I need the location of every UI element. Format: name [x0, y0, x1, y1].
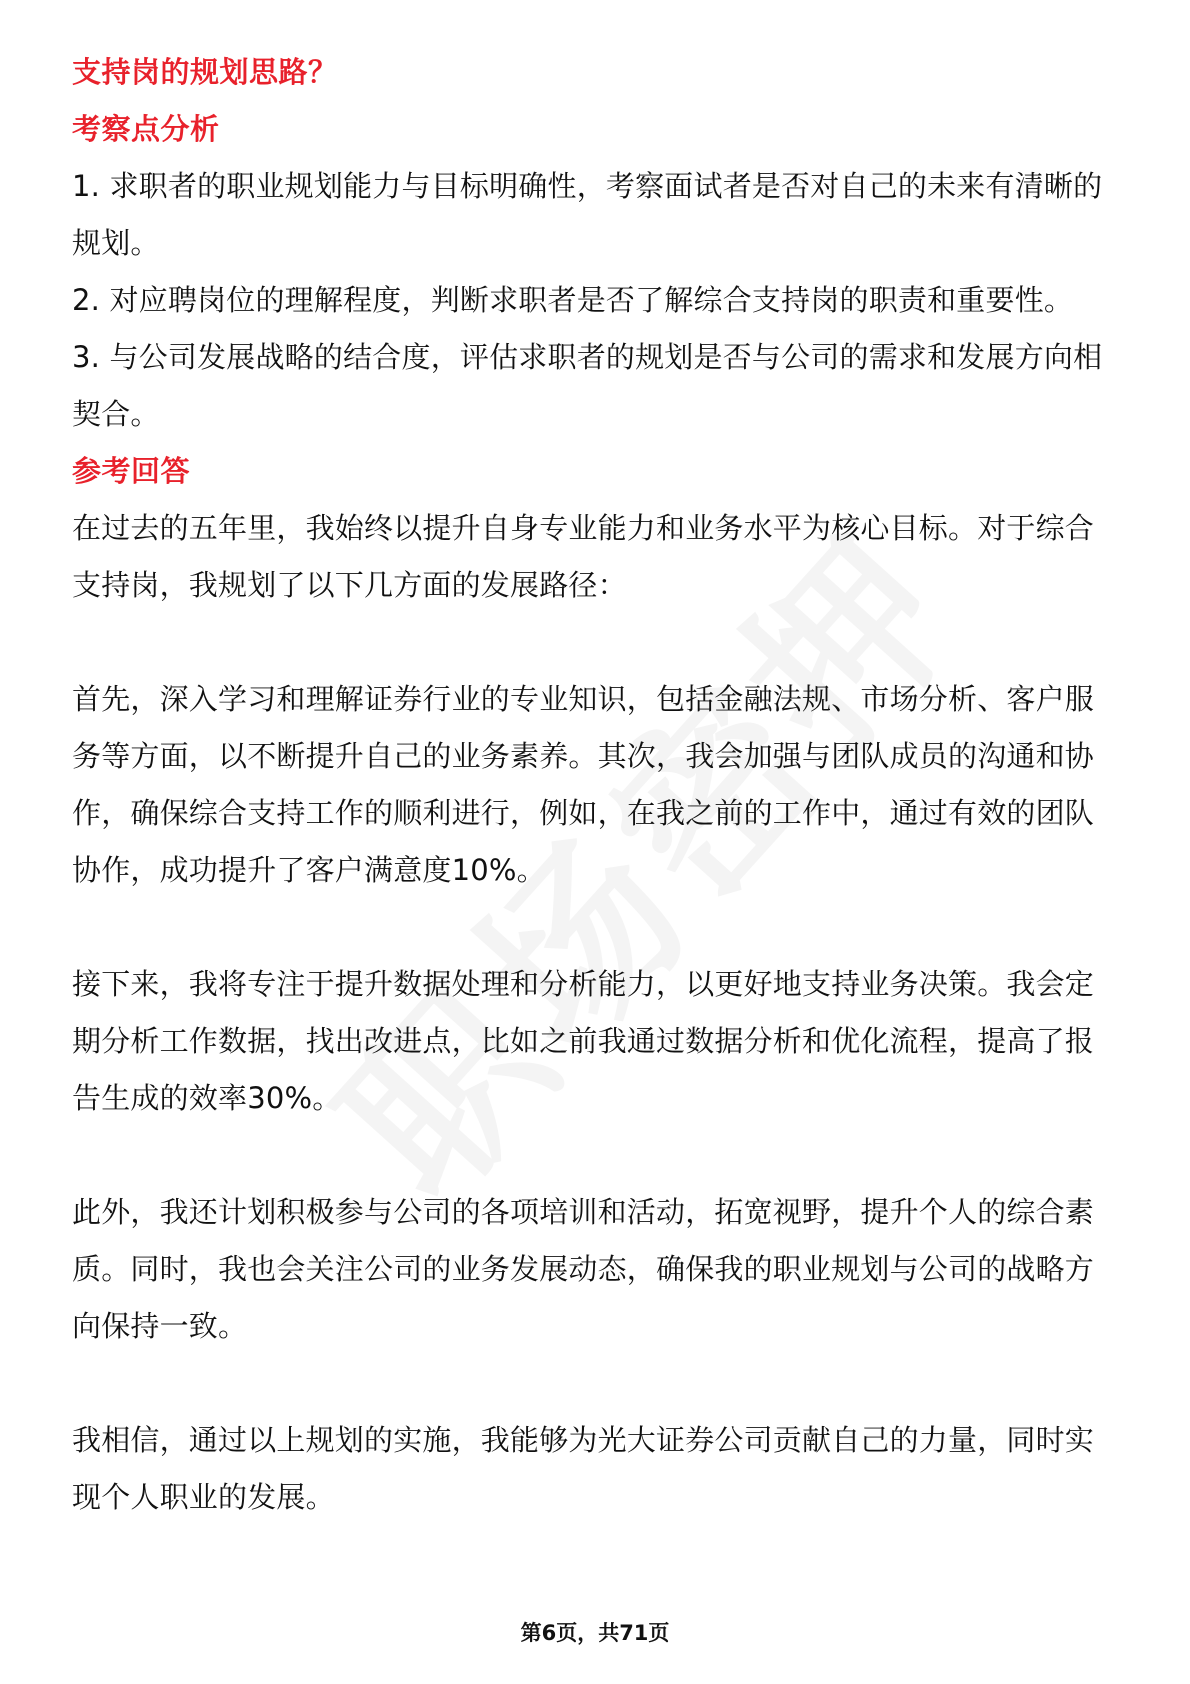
analysis-point: 2. 对应聘岗位的理解程度，判断求职者是否了解综合支持岗的职责和重要性。: [72, 283, 1074, 317]
answer-paragraph: 此外，我还计划积极参与公司的各项培训和活动，拓宽视野，提升个人的综合素质。同时，我也会关注公司的业务发展动态，确保我的职业规划与公司的战略方向保持一致。: [72, 1195, 1095, 1343]
paragraph-spacer: [72, 1127, 1122, 1184]
analysis-point: 1. 求职者的职业规划能力与目标明确性，考察面试者是否对自己的未来有清晰的规划。: [72, 169, 1103, 260]
paragraph-spacer: [72, 1355, 1122, 1412]
page-number: 第6页，共71页: [520, 1621, 670, 1645]
paragraph-spacer: [72, 899, 1122, 956]
answer-paragraph: 我相信，通过以上规划的实施，我能够为光大证券公司贡献自己的力量，同时实现个人职业的发展。: [72, 1423, 1095, 1514]
document-content: [72, 44, 1122, 1526]
answer-paragraph: 在过去的五年里，我始终以提升自身专业能力和业务水平为核心目标。对于综合支持岗，我规划了以下几方面的发展路径：: [72, 511, 1095, 602]
paragraph-spacer: [72, 614, 1122, 671]
answer-paragraph: 接下来，我将专注于提升数据处理和分析能力，以更好地支持业务决策。我会定期分析工作数据，找出改进点，比如之前我通过数据分析和优化流程，提高了报告生成的效率30%。: [72, 967, 1095, 1115]
answer-heading: 参考回答: [72, 454, 191, 488]
analysis-heading: 考察点分析: [72, 112, 220, 146]
question-title: 支持岗的规划思路？: [72, 55, 338, 89]
answer-paragraph: 首先，深入学习和理解证券行业的专业知识，包括金融法规、市场分析、客户服务等方面，以不断提升自己的业务素养。其次，我会加强与团队成员的沟通和协作，确保综合支持工作的顺利进行，例如，在我之前的工作中，通过有效的团队协作，成功提升了客户满意度10%。: [72, 682, 1095, 887]
analysis-point: 3. 与公司发展战略的结合度，评估求职者的规划是否与公司的需求和发展方向相契合。: [72, 340, 1103, 431]
